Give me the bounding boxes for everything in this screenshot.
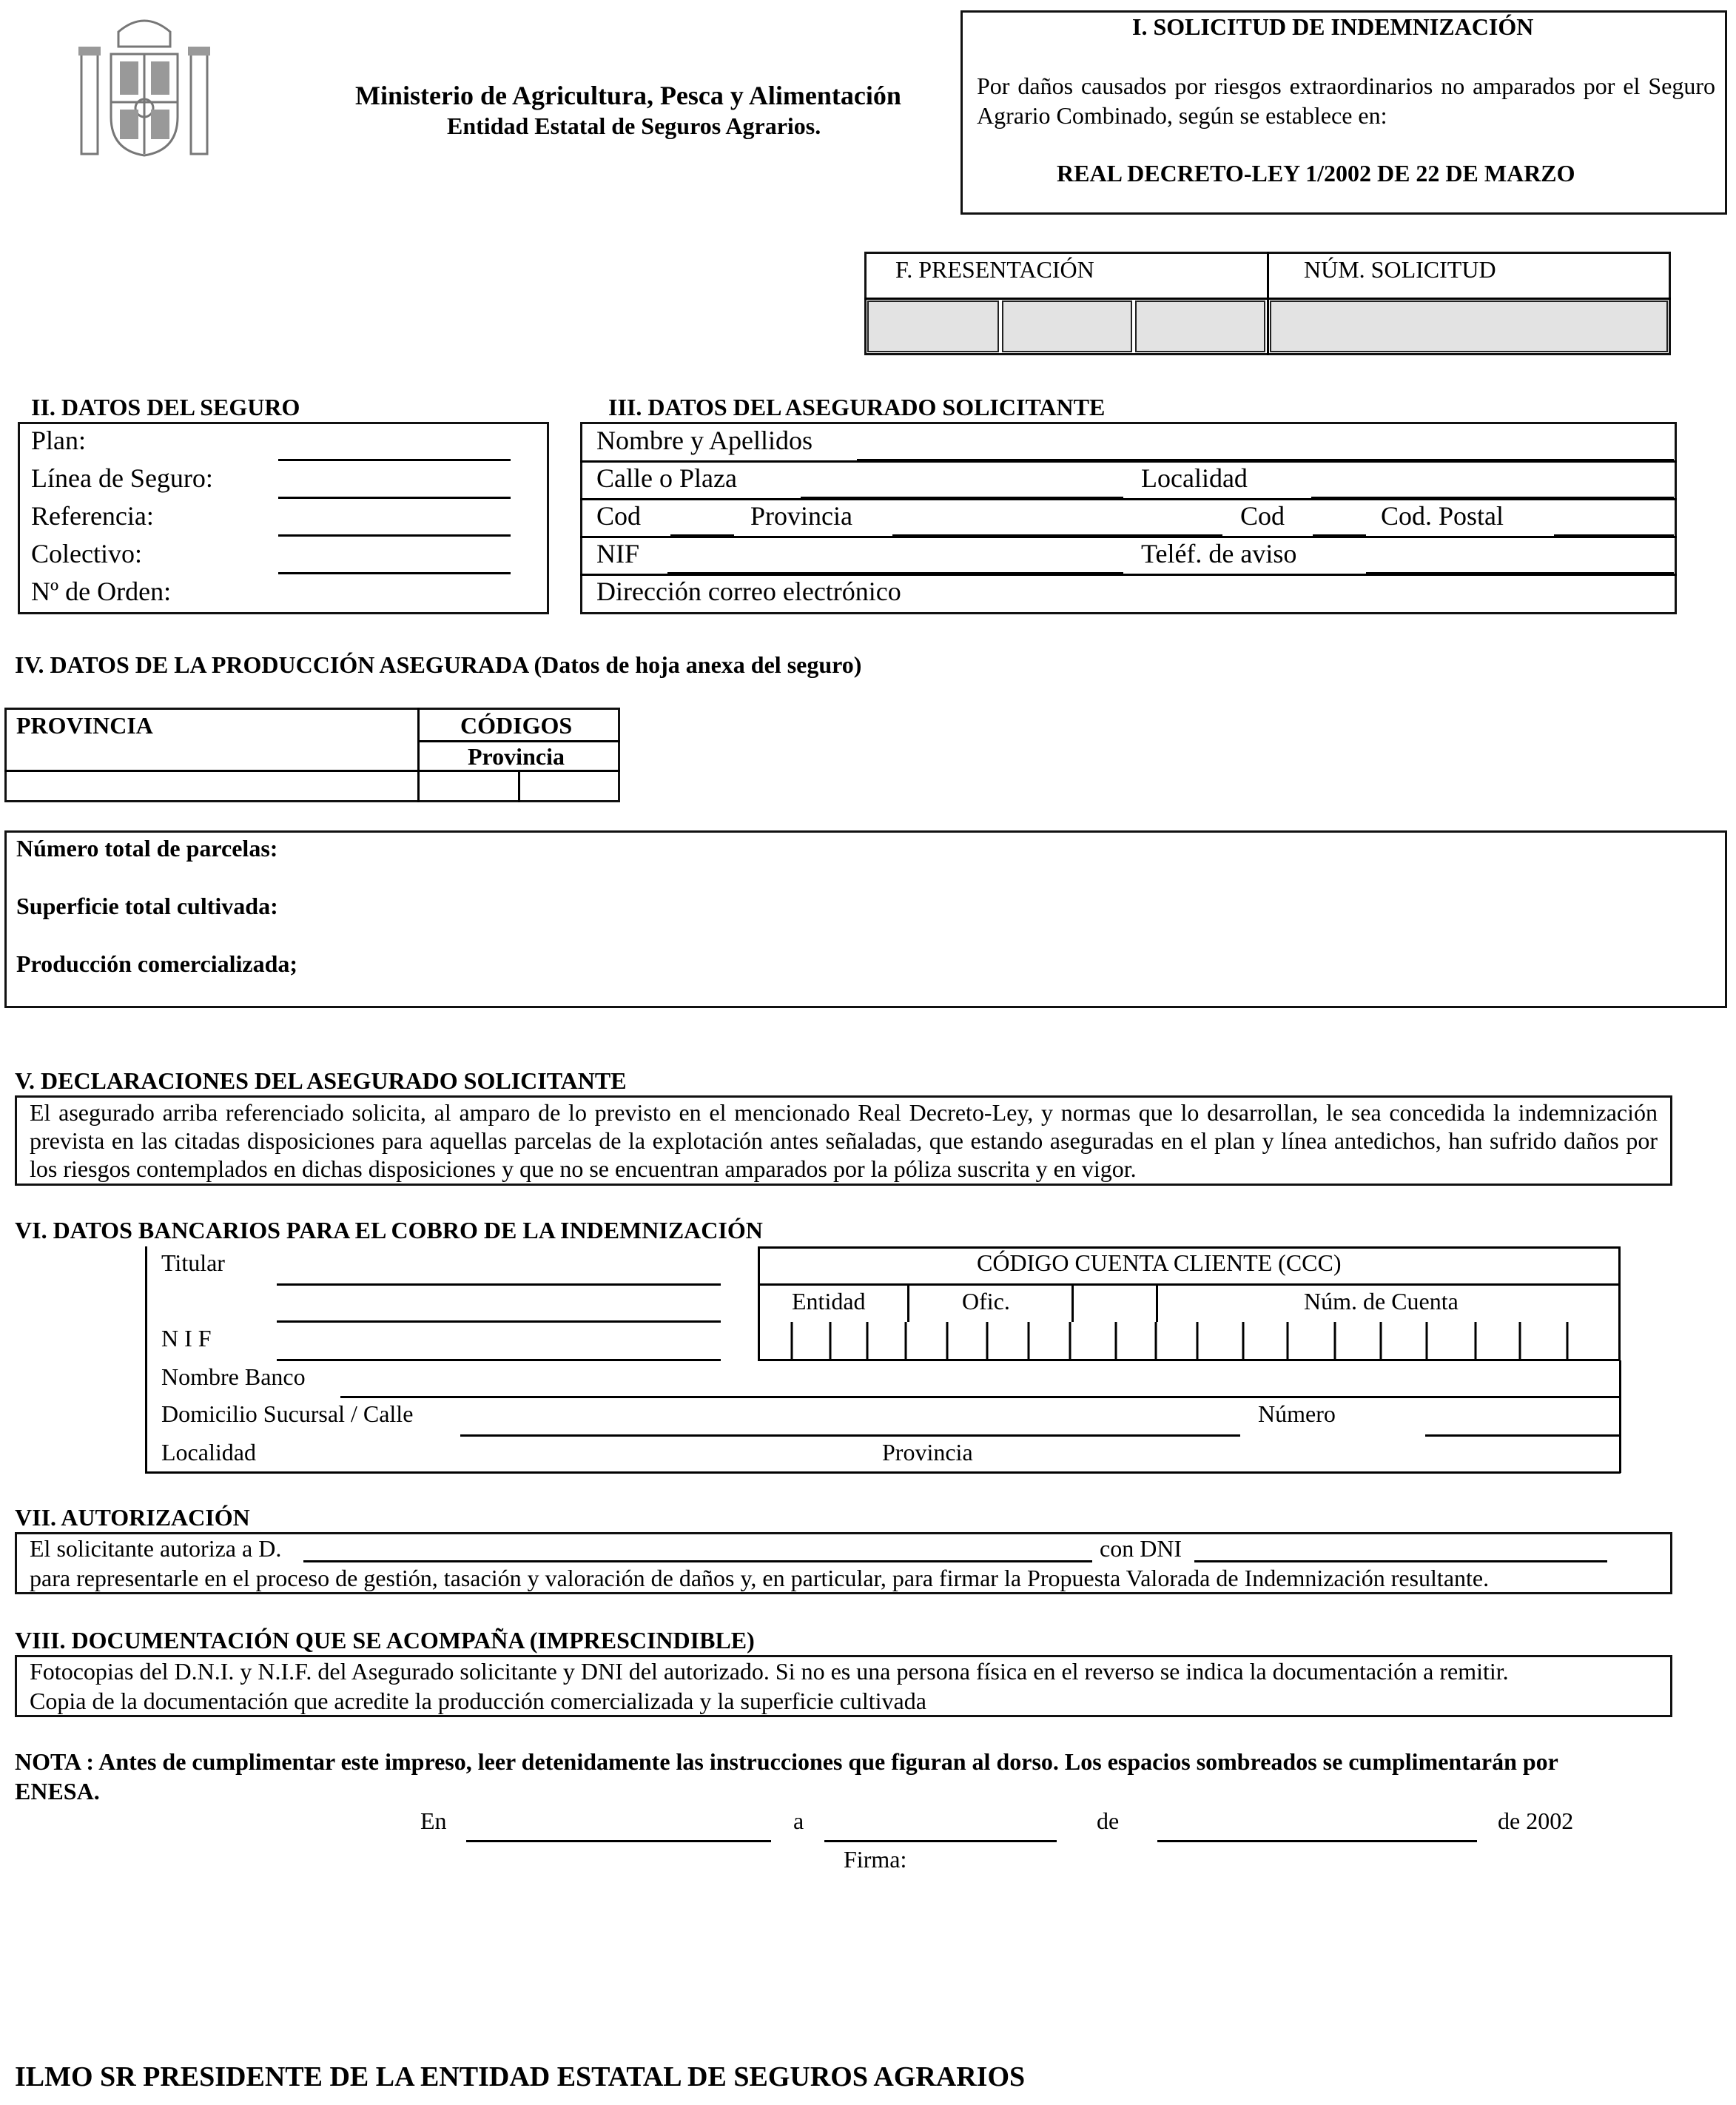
- reference-label: Referencia:: [31, 501, 154, 531]
- section-2-title: II. DATOS DEL SEGURO: [31, 394, 300, 420]
- insurance-line-label: Línea de Seguro:: [31, 463, 213, 493]
- coat-of-arms-icon: [74, 13, 215, 161]
- collective-field[interactable]: [278, 572, 511, 574]
- cod-locality-label: Cod: [596, 501, 642, 531]
- production-label: Producción comercializada;: [16, 950, 298, 977]
- postal-code-field[interactable]: [1554, 534, 1674, 537]
- month-label: de: [1097, 1807, 1120, 1834]
- postal-code-label: Cod. Postal: [1381, 501, 1504, 531]
- request-number-cell[interactable]: [1270, 301, 1668, 352]
- branch-number-label: Número: [1258, 1400, 1336, 1427]
- province-code-cell-2[interactable]: [520, 772, 618, 800]
- holder-field-2[interactable]: [277, 1320, 721, 1323]
- request-number-label: NÚM. SOLICITUD: [1304, 256, 1496, 283]
- documentation-line-2: Copia de la documentación que acredite la producción comercializada y la superficie cultivada: [30, 1688, 926, 1714]
- bank-province-label: Provincia: [882, 1439, 973, 1466]
- entity-name: Entidad Estatal de Seguros Agrarios.: [447, 113, 821, 139]
- section-8-title: VIII. DOCUMENTACIÓN QUE SE ACOMPAÑA (IMPRESCINDIBLE): [15, 1627, 755, 1654]
- locality-field[interactable]: [1311, 497, 1674, 499]
- branch-field[interactable]: [460, 1434, 1240, 1437]
- parcels-label: Número total de parcelas:: [16, 835, 278, 862]
- bank-name-label: Nombre Banco: [161, 1363, 306, 1390]
- section-1-text: Por daños causados por riesgos extraordinarios no amparados por el Seguro Agrario Combinado, según se establece en:: [977, 73, 1715, 129]
- section-6-title: VI. DATOS BANCARIOS PARA EL COBRO DE LA INDEMNIZACIÓN: [15, 1217, 763, 1243]
- email-label: Dirección correo electrónico: [596, 577, 901, 606]
- bank-name-field[interactable]: [340, 1396, 1619, 1398]
- place-field[interactable]: [466, 1840, 771, 1842]
- insurance-line-field[interactable]: [278, 497, 511, 499]
- section-4-title: IV. DATOS DE LA PRODUCCIÓN ASEGURADA (Datos de hoja anexa del seguro): [15, 651, 862, 678]
- phone-label: Teléf. de aviso: [1141, 539, 1297, 568]
- codes-header: CÓDIGOS: [460, 712, 573, 739]
- province-input-cell[interactable]: [7, 772, 416, 800]
- month-field[interactable]: [1157, 1840, 1477, 1842]
- ccc-office-label: Ofic.: [962, 1288, 1010, 1315]
- order-number-label: Nº de Orden:: [31, 577, 172, 606]
- day-label: a: [793, 1807, 804, 1834]
- ccc-digit-cells[interactable]: [758, 1322, 1621, 1359]
- province-field[interactable]: [892, 534, 1222, 537]
- addressee-footer: ILMO SR PRESIDENTE DE LA ENTIDAD ESTATAL DE SEGUROS AGRARIOS: [15, 2061, 1026, 2092]
- signature-area[interactable]: [666, 1880, 1110, 2013]
- place-label: En: [420, 1807, 447, 1834]
- presentation-month-cell[interactable]: [1002, 301, 1132, 352]
- holder-label: Titular: [161, 1249, 225, 1276]
- ministry-name: Ministerio de Agricultura, Pesca y Alimentación: [355, 81, 901, 110]
- surface-label: Superficie total cultivada:: [16, 893, 278, 919]
- branch-label: Domicilio Sucursal / Calle: [161, 1400, 414, 1427]
- section-3-title: III. DATOS DEL ASEGURADO SOLICITANTE: [608, 394, 1106, 420]
- plan-field[interactable]: [278, 459, 511, 461]
- year-label: de 2002: [1498, 1807, 1574, 1834]
- declarations-text: El asegurado arriba referenciado solicita, al amparo de lo previsto en el mencionado Real Decreto-Ley, y normas que lo desarrollan, le sea concedida la indemnización prevista en las citadas disposiciones para aquellas parcelas de la explotación antes señaladas, que estando aseguradas en el plan y línea antedichos, han sufrido daños por los riesgos contemplados en dichas disposiciones y que no se encuentran amparados por la póliza suscrita y en vigor.: [30, 1099, 1658, 1182]
- phone-field[interactable]: [1366, 572, 1674, 574]
- authorization-text: para representarle en el proceso de gestión, tasación y valoración de daños y, en particular, para firmar la Propuesta Valorada de Indemnización resultante.: [30, 1565, 1490, 1591]
- province-header: PROVINCIA: [16, 712, 153, 739]
- authorized-dni-field[interactable]: [1194, 1560, 1607, 1562]
- ccc-entity-label: Entidad: [792, 1288, 866, 1315]
- province-code-cell-1[interactable]: [420, 772, 517, 800]
- coat-of-arms-logo: [74, 13, 215, 161]
- cod-locality-field[interactable]: [670, 534, 734, 537]
- locality-label: Localidad: [1141, 463, 1248, 493]
- collective-label: Colectivo:: [31, 539, 142, 568]
- ccc-account-label: Núm. de Cuenta: [1304, 1288, 1459, 1315]
- ccc-title: CÓDIGO CUENTA CLIENTE (CCC): [977, 1249, 1342, 1276]
- day-field[interactable]: [824, 1840, 1057, 1842]
- section-5-title: V. DECLARACIONES DEL ASEGURADO SOLICITANTE: [15, 1067, 627, 1094]
- decree-reference: REAL DECRETO-LEY 1/2002 DE 22 DE MARZO: [1057, 160, 1575, 187]
- cod-province-label: Cod: [1240, 501, 1285, 531]
- presentation-year-cell[interactable]: [1135, 301, 1265, 352]
- section-1-title: I. SOLICITUD DE INDEMNIZACIÓN: [1132, 13, 1534, 40]
- bank-nif-field[interactable]: [277, 1359, 721, 1361]
- bank-nif-label: N I F: [161, 1325, 212, 1352]
- nif-label: NIF: [596, 539, 640, 568]
- signature-label: Firma:: [844, 1846, 907, 1873]
- presentation-date-label: F. PRESENTACIÓN: [895, 256, 1094, 283]
- full-name-field[interactable]: [857, 459, 1674, 461]
- street-label: Calle o Plaza: [596, 463, 737, 493]
- reference-field[interactable]: [278, 534, 511, 537]
- section-7-title: VII. AUTORIZACIÓN: [15, 1504, 250, 1531]
- documentation-line-1: Fotocopias del D.N.I. y N.I.F. del Asegurado solicitante y DNI del autorizado. Si no es una persona física en el reverso se indica la documentación a remitir.: [30, 1658, 1509, 1685]
- street-field[interactable]: [801, 497, 1123, 499]
- full-name-label: Nombre y Apellidos: [596, 426, 813, 455]
- bank-locality-label: Localidad: [161, 1439, 256, 1466]
- authorization-label: El solicitante autoriza a D.: [30, 1535, 282, 1562]
- nif-field[interactable]: [667, 572, 1123, 574]
- note-line-2: ENESA.: [15, 1778, 100, 1804]
- branch-number-field[interactable]: [1425, 1434, 1619, 1437]
- presentation-day-cell[interactable]: [867, 301, 999, 352]
- plan-label: Plan:: [31, 426, 87, 455]
- codes-province-subheader: Provincia: [468, 743, 565, 770]
- cod-province-field[interactable]: [1313, 534, 1366, 537]
- dni-label: con DNI: [1100, 1535, 1182, 1562]
- authorized-name-field[interactable]: [303, 1560, 1092, 1562]
- holder-field-1[interactable]: [277, 1283, 721, 1286]
- province-label: Provincia: [750, 501, 852, 531]
- note-line-1: NOTA : Antes de cumplimentar este impreso, leer detenidamente las instrucciones que figuran al dorso. Los espacios sombreados se cumplimentarán por: [15, 1748, 1558, 1775]
